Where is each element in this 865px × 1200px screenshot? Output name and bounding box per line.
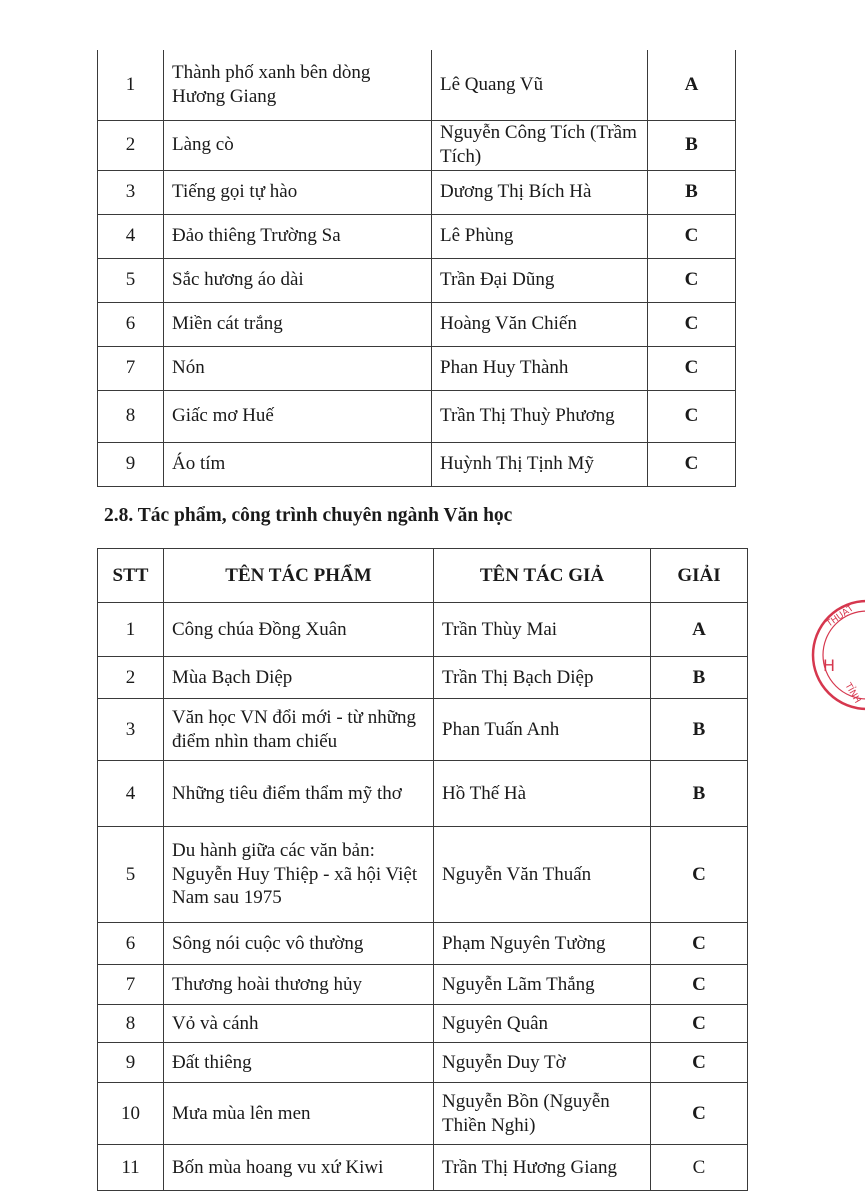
award-grade: C [651, 1043, 748, 1083]
row-number: 4 [98, 214, 164, 258]
table-row [98, 442, 736, 486]
table-row [98, 603, 748, 657]
section-title: 2.8. Tác phẩm, công trình chuyên ngành Văn học [104, 505, 513, 526]
row-number: 9 [98, 1043, 164, 1083]
table-row [98, 827, 748, 923]
author-name: Lê Phùng [432, 214, 648, 258]
award-grade: C [648, 302, 736, 346]
table-row [98, 302, 736, 346]
author-name: Phan Huy Thành [432, 346, 648, 390]
work-title: Du hành giữa các văn bản: Nguyễn Huy Thiệp - xã hội Việt Nam sau 1975 [164, 827, 434, 923]
award-grade: B [651, 699, 748, 761]
table-row [98, 120, 736, 170]
header-stt: STT [98, 549, 164, 603]
award-grade: C [651, 1145, 748, 1191]
award-grade: A [651, 603, 748, 657]
table-header-row [98, 549, 748, 603]
author-name: Dương Thị Bích Hà [432, 170, 648, 214]
award-grade: C [651, 965, 748, 1005]
author-name: Phan Tuấn Anh [434, 699, 651, 761]
author-name: Hoàng Văn Chiến [432, 302, 648, 346]
table-row [98, 965, 748, 1005]
work-title: Miền cát trắng [164, 302, 432, 346]
row-number: 7 [98, 965, 164, 1005]
official-seal-stamp [805, 585, 865, 725]
award-grade: B [651, 761, 748, 827]
author-name: Trần Thị Thuỳ Phương [432, 390, 648, 442]
author-name: Nguyễn Lãm Thắng [434, 965, 651, 1005]
work-title: Đất thiêng [164, 1043, 434, 1083]
table-row [98, 346, 736, 390]
work-title: Sông nói cuộc vô thường [164, 923, 434, 965]
work-title: Đảo thiêng Trường Sa [164, 214, 432, 258]
work-title: Làng cò [164, 120, 432, 170]
award-grade: C [651, 1083, 748, 1145]
author-name: Lê Quang Vũ [432, 50, 648, 120]
row-number: 5 [98, 827, 164, 923]
table-row [98, 214, 736, 258]
award-grade: C [651, 827, 748, 923]
table-row [98, 1083, 748, 1145]
author-name: Nguyễn Công Tích (Trầm Tích) [432, 120, 648, 170]
author-name: Trần Thị Hương Giang [434, 1145, 651, 1191]
award-grade: C [648, 214, 736, 258]
table-row [98, 1005, 748, 1043]
author-name: Nguyên Quân [434, 1005, 651, 1043]
table-row [98, 390, 736, 442]
work-title: Những tiêu điểm thẩm mỹ thơ [164, 761, 434, 827]
table-row [98, 1043, 748, 1083]
work-title: Sắc hương áo dài [164, 258, 432, 302]
row-number: 7 [98, 346, 164, 390]
table-row [98, 50, 736, 120]
row-number: 9 [98, 442, 164, 486]
row-number: 2 [98, 120, 164, 170]
work-title: Văn học VN đổi mới - từ những điểm nhìn tham chiếu [164, 699, 434, 761]
row-number: 1 [98, 50, 164, 120]
row-number: 5 [98, 258, 164, 302]
row-number: 6 [98, 923, 164, 965]
svg-text:THUẬT: THUẬT [824, 603, 856, 630]
award-grade: B [651, 657, 748, 699]
award-grade: C [651, 923, 748, 965]
header-work: TÊN TÁC PHẨM [164, 549, 434, 603]
row-number: 1 [98, 603, 164, 657]
header-grade: GIẢI [651, 549, 748, 603]
award-grade: C [648, 390, 736, 442]
award-grade: C [651, 1005, 748, 1043]
author-name: Huỳnh Thị Tịnh Mỹ [432, 442, 648, 486]
table-row [98, 923, 748, 965]
award-grade: C [648, 346, 736, 390]
work-title: Thương hoài thương hủy [164, 965, 434, 1005]
seal-fragment-graphic [805, 585, 865, 725]
table-row [98, 699, 748, 761]
table-row [98, 657, 748, 699]
author-name: Trần Đại Dũng [432, 258, 648, 302]
work-title: Áo tím [164, 442, 432, 486]
table-row [98, 258, 736, 302]
row-number: 8 [98, 390, 164, 442]
row-number: 6 [98, 302, 164, 346]
award-grade: C [648, 258, 736, 302]
author-name: Trần Thị Bạch Diệp [434, 657, 651, 699]
table-row [98, 1145, 748, 1191]
author-name: Phạm Nguyên Tường [434, 923, 651, 965]
row-number: 3 [98, 170, 164, 214]
award-grade: B [648, 120, 736, 170]
author-name: Hồ Thế Hà [434, 761, 651, 827]
row-number: 4 [98, 761, 164, 827]
header-author: TÊN TÁC GIẢ [434, 549, 651, 603]
row-number: 2 [98, 657, 164, 699]
work-title: Nón [164, 346, 432, 390]
row-number: 10 [98, 1083, 164, 1145]
row-number: 8 [98, 1005, 164, 1043]
row-number: 11 [98, 1145, 164, 1191]
work-title: Vỏ và cánh [164, 1005, 434, 1043]
table-row [98, 170, 736, 214]
author-name: Nguyễn Bồn (Nguyễn Thiền Nghi) [434, 1083, 651, 1145]
row-number: 3 [98, 699, 164, 761]
award-grade: C [648, 442, 736, 486]
author-name: Nguyễn Duy Tờ [434, 1043, 651, 1083]
work-title: Bốn mùa hoang vu xứ Kiwi [164, 1145, 434, 1191]
svg-text:H: H [823, 656, 836, 675]
work-title: Giấc mơ Huế [164, 390, 432, 442]
author-name: Trần Thùy Mai [434, 603, 651, 657]
author-name: Nguyễn Văn Thuấn [434, 827, 651, 923]
work-title: Thành phố xanh bên dòng Hương Giang [164, 50, 432, 120]
work-title: Mùa Bạch Diệp [164, 657, 434, 699]
table-row [98, 761, 748, 827]
work-title: Mưa mùa lên men [164, 1083, 434, 1145]
award-grade: A [648, 50, 736, 120]
svg-text:TỈNH: TỈNH [842, 681, 862, 706]
awards-table-previous [97, 50, 736, 487]
literature-awards-table [97, 548, 748, 1191]
work-title: Tiếng gọi tự hào [164, 170, 432, 214]
award-grade: B [648, 170, 736, 214]
work-title: Công chúa Đồng Xuân [164, 603, 434, 657]
